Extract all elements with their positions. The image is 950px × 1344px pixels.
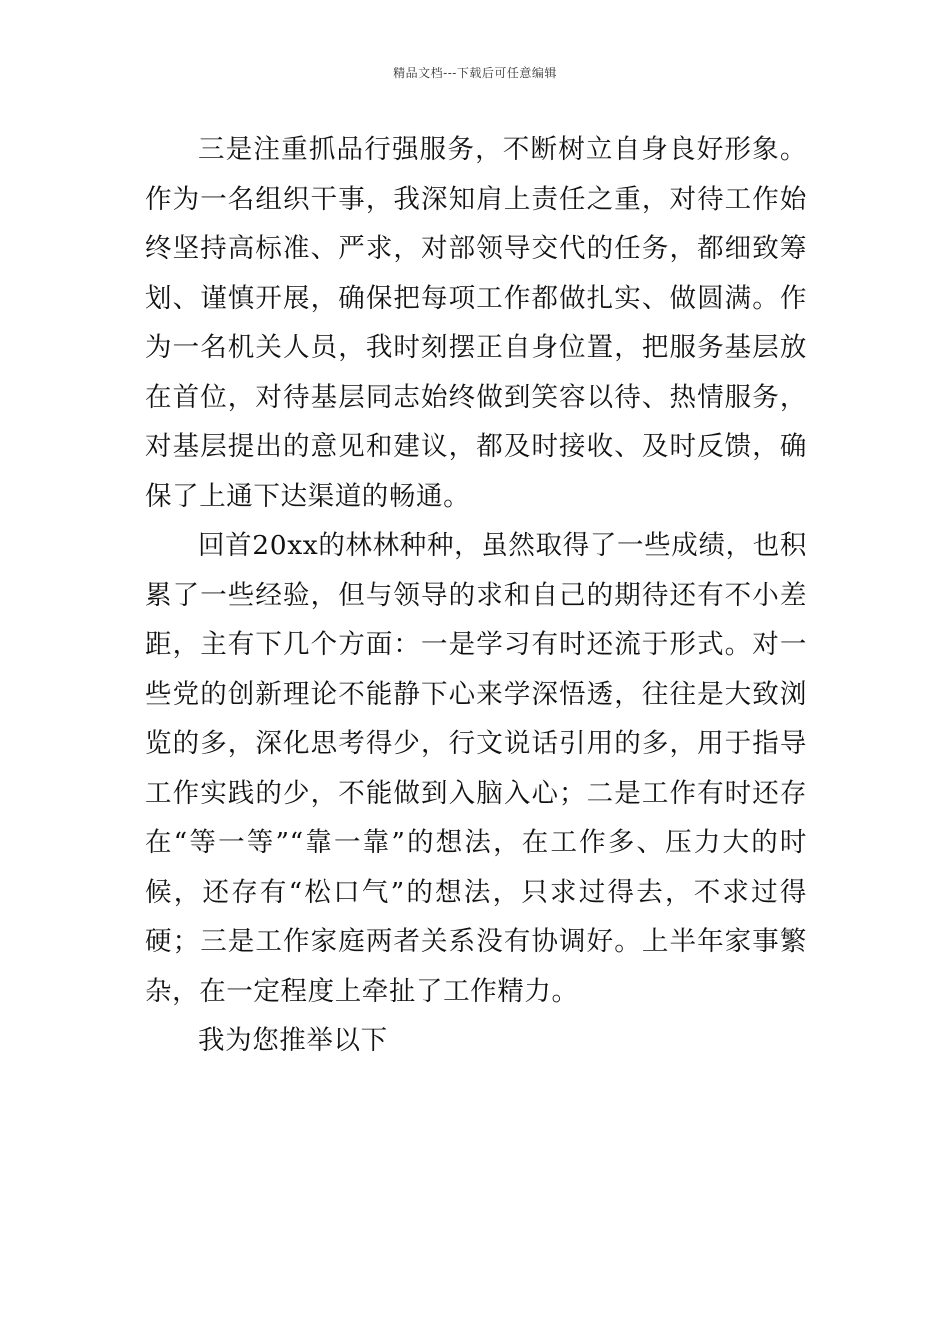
paragraph-service-image: 三是注重抓品行强服务，不断树立自身良好形象。作为一名组织干事，我深知肩上责任之重，对待工作始终坚持高标准、严求，对部领导交代的任务，都细致筹划、谨慎开展，确保把每项工作都做扎实、做圆满。作为一名机关人员，我时刻摆正自身位置，把服务基层放在首位，对待基层同志始终做到笑容以待、热情服务，对基层提出的意见和建议，都及时接收、及时反馈，确保了上通下达渠道的畅通。 <box>145 134 807 512</box>
document-body <box>145 125 807 1066</box>
paragraph-recommendation: 我为您推举以下 <box>198 1025 388 1056</box>
paragraph-shortcomings: 回首20xx的林林种种，虽然取得了一些成绩，也积累了一些经验，但与领导的求和自己的期待还有不小差距，主有下几个方面：一是学习有时还流于形式。对一些党的创新理论不能静下心来学深悟透，往往是大致浏览的多，深化思考得少，行文说话引用的多，用于指导工作实践的少，不能做到入脑入心；二是工作有时还存在“等一等”“靠一靠”的想法，在工作多、压力大的时候，还存有“松口气”的想法，只求过得去，不求过得硬；三是工作家庭两者关系没有协调好。上半年家事繁杂，在一定程度上牵扯了工作精力。 <box>145 530 807 1007</box>
page-header: 精品文档---下载后可任意编辑 <box>393 66 557 80</box>
